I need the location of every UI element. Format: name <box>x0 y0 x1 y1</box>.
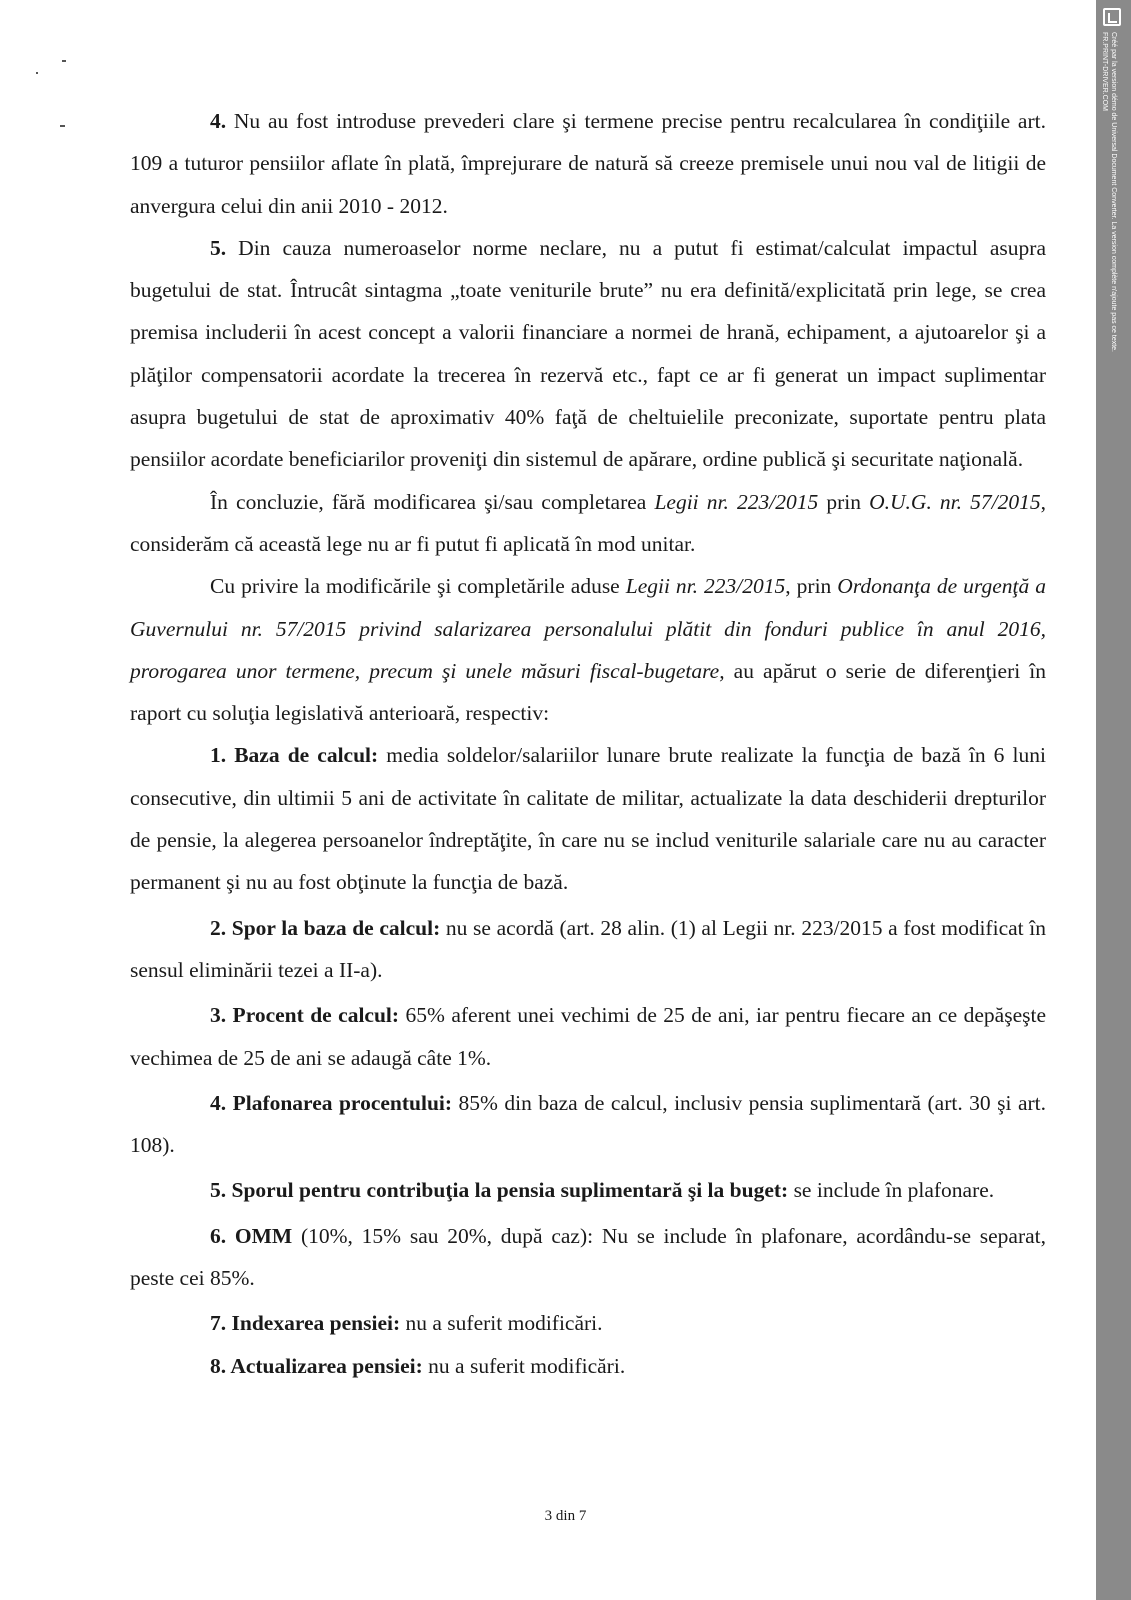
watermark-link[interactable]: FR.PRINT-DRIVER.COM <box>1101 32 1108 111</box>
paragraph-4 <box>130 100 1046 227</box>
law-reference: Legii nr. 223/2015 <box>625 574 786 599</box>
scan-speck <box>60 125 65 127</box>
scan-speck <box>62 60 66 62</box>
paragraph-text: Nu au fost introduse prevederi clare şi termene precise pentru recalcularea în condiţiile art. 109 a tuturor pensiilor aflate în plată, împrejurare de natură să creeze premisele unui nou val de litigii de anvergura celui din anii 2010 - 2012. <box>130 109 1046 218</box>
item-label: 4. Plafonarea procentului: <box>210 1090 453 1115</box>
watermark-text <box>1100 32 1118 352</box>
item-text: (10%, 15% sau 20%, după caz): Nu se include în plafonare, acordându-se separat, peste cei 85%. <box>130 1223 1047 1291</box>
item-number: 4. <box>210 109 227 133</box>
item-text: se include în plafonare. <box>788 1178 995 1203</box>
list-item <box>130 1302 1046 1344</box>
list-item <box>130 1169 1046 1211</box>
item-label: 5. Sporul pentru contribuţia la pensia suplimentară şi la buget: <box>210 1178 789 1203</box>
item-number: 5. <box>210 235 227 260</box>
item-text: 65% aferent unei vechimi de 25 de ani, iar pentru fiecare an ce depăşeşte vechimea de 25 de ani se adaugă câte 1%. <box>130 1003 1046 1070</box>
scan-speck <box>36 72 38 74</box>
item-label: 8. Actualizarea pensiei: <box>210 1353 423 1378</box>
list-item <box>130 1345 1046 1387</box>
item-label: 6. OMM <box>210 1223 293 1248</box>
list-item <box>130 1215 1046 1300</box>
paragraph-text: Din cauza numeroaselor norme neclare, nu a putut fi estimat/calculat impactul asupra bugetului de stat. Întrucât sintagma „toate veniturile brute” nu era definită/explicitată prin lege, se crea premisa includerii în acest concept a valorii financiare a normei de hrană, echipament, a ajutoarelor şi a plăţilor compensatorii acordate la trecerea în rezervă etc., fapt ce ar fi generat un impact suplimentar asupra bugetului de stat de aproximativ 40% faţă de cheltuielile preconizate, suportate pentru plata pensiilor acordate beneficiarilor proveniţi din sistemul de apărare, ordine publică şi securitate naţională. <box>130 235 1046 472</box>
document-converter-icon <box>1103 8 1121 26</box>
list-item <box>130 734 1046 903</box>
item-text: nu a suferit modificări. <box>422 1353 626 1378</box>
text-run: , prin <box>785 574 838 599</box>
page-number: 3 din 7 <box>544 1508 587 1524</box>
list-item <box>130 994 1046 1079</box>
list-item <box>130 1082 1046 1167</box>
item-text: media soldelor/salariilor lunare brute realizate la funcţia de bază în 6 luni consecutive, din ultimii 5 ani de activitate în calitate de militar, actualizate la data deschiderii drepturilor de pensie, la alegerea persoanelor îndreptăţite, în care nu se includ veniturile salariale care nu au caracter permanent şi nu au fost obţinute la funcţia de bază. <box>130 743 1046 895</box>
text-run: , considerăm că această lege nu ar fi putut fi aplicată în mod unitar. <box>130 489 1047 556</box>
watermark-line: Créé par la version démo de Universal Document Converter. La version complète n'ajoute pas ce texte. <box>1110 32 1117 353</box>
item-label: 1. Baza de calcul: <box>210 743 379 768</box>
text-run: prin <box>818 489 870 514</box>
law-reference: Legii nr. 223/2015 <box>654 489 819 514</box>
paragraph-conclusion <box>130 481 1046 566</box>
item-label: 3. Procent de calcul: <box>210 1003 400 1028</box>
item-text: nu a suferit modificări. <box>400 1311 603 1336</box>
text-run: Cu privire la modificările şi completările aduse <box>210 574 626 599</box>
item-label: 7. Indexarea pensiei: <box>210 1311 401 1336</box>
item-text: 85% din baza de calcul, inclusiv pensia suplimentară (art. 30 şi art. 108). <box>130 1090 1046 1158</box>
ordinance-reference: Ordonanţa de urgenţă a Guvernului nr. 57/2015 privind salarizarea personalului plătit din fonduri publice în anul 2016, prorogarea unor termene, precum şi unele măsuri fiscal-bugetare, <box>130 574 1046 683</box>
paragraph-modifications <box>130 565 1046 734</box>
document-body <box>130 100 1046 1387</box>
ordinance-reference: O.U.G. nr. 57/2015 <box>869 489 1041 514</box>
converter-watermark-bar <box>1096 0 1131 1600</box>
paragraph-5 <box>130 227 1046 481</box>
list-item <box>130 907 1046 992</box>
item-label: 2. Spor la baza de calcul: <box>210 915 441 940</box>
text-run: au apărut o serie de diferenţieri în raport cu soluţia legislativă anterioară, respectiv: <box>130 658 1046 726</box>
item-text: nu se acordă (art. 28 alin. (1) al Legii nr. 223/2015 a fost modificat în sensul eliminării tezei a II-a). <box>130 915 1046 982</box>
text-run: În concluzie, fără modificarea şi/sau completarea <box>210 489 655 514</box>
